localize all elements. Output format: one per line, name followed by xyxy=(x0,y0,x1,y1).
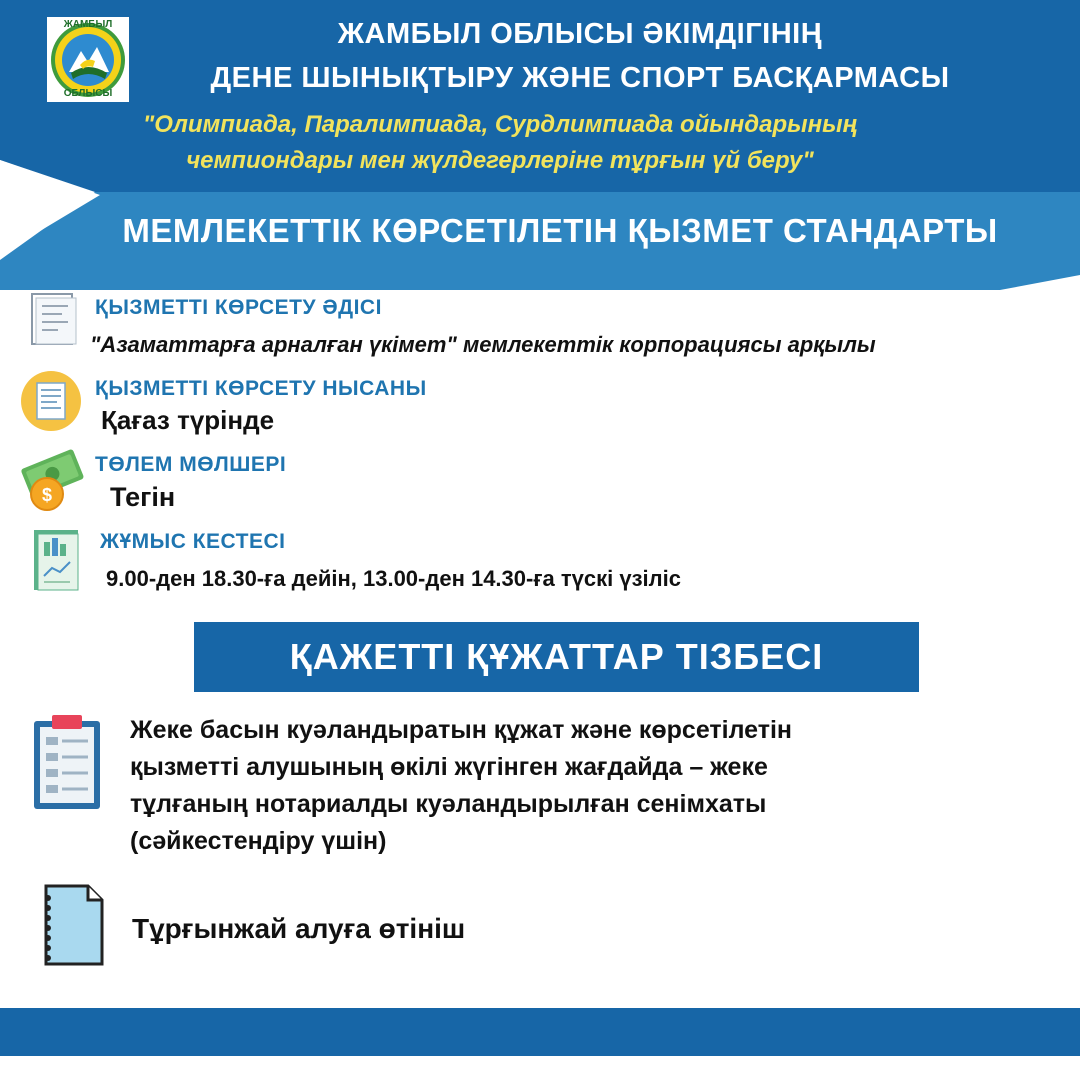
paper-form-icon xyxy=(20,370,82,432)
document-item-application xyxy=(132,910,465,947)
section-method-value: "Азаматтарға арналған үкімет" мемлекеттік корпорациясы арқылы xyxy=(90,332,876,357)
document-item-line: (сәйкестендіру үшін) xyxy=(130,827,387,855)
schedule-report-icon xyxy=(30,528,84,594)
section-method-heading: ҚЫЗМЕТТІ КӨРСЕТУ ӘДІСІ xyxy=(95,296,382,319)
document-item-line: Тұрғынжай алуға өтініш xyxy=(132,913,466,944)
notebook-icon xyxy=(40,884,106,968)
emblem-top-text: ЖАМБЫЛ xyxy=(63,19,113,30)
header-title-line2: ДЕНЕ ШЫНЫҚТЫРУ ЖӘНЕ СПОРТ БАСҚАРМАСЫ xyxy=(210,62,950,94)
clipboard-icon xyxy=(32,715,102,811)
document-icon xyxy=(28,292,78,346)
document-item-identity xyxy=(130,712,792,860)
section-form-value: Қағаз түрінде xyxy=(101,405,275,435)
header-title-line1: ЖАМБЫЛ ОБЛЫСЫ ӘКІМДІГІНІҢ xyxy=(337,18,823,50)
svg-text:$: $ xyxy=(41,485,53,505)
standard-title: МЕМЛЕКЕТТІК КӨРСЕТІЛЕТІН ҚЫЗМЕТ СТАНДАРТЫ xyxy=(122,212,998,249)
section-form-heading: ҚЫЗМЕТТІ КӨРСЕТУ НЫСАНЫ xyxy=(95,377,427,400)
footer-bar xyxy=(0,1008,1080,1056)
section-schedule-value: 9.00-ден 18.30-ға дейін, 13.00-ден 14.30-ға түскі үзіліс xyxy=(106,566,681,591)
region-emblem xyxy=(47,17,129,102)
document-item-line: тұлғаның нотариалды куәландырылған сенімхаты xyxy=(130,790,767,818)
section-fee-value: Тегін xyxy=(110,482,176,512)
section-fee-heading: ТӨЛЕМ МӨЛШЕРІ xyxy=(95,453,287,476)
header-subtitle-line1: "Олимпиада, Паралимпиада, Сурдлимпиада ойындарының xyxy=(142,111,858,138)
section-schedule-heading: ЖҰМЫС КЕСТЕСІ xyxy=(100,530,286,553)
required-documents-title: ҚАЖЕТТІ ҚҰЖАТТАР ТІЗБЕСІ xyxy=(194,622,919,692)
emblem-bottom-text: ОБЛЫСЫ xyxy=(63,88,113,99)
document-item-line: Жеке басын куәландыратын құжат және көрсетілетін xyxy=(130,716,792,744)
header-subtitle-line2: чемпиондары мен жүлдегерлеріне тұрғын үй беру" xyxy=(186,147,814,174)
money-icon xyxy=(18,448,88,514)
document-item-line: қызметті алушының өкілі жүгінген жағдайда – жеке xyxy=(130,753,768,781)
